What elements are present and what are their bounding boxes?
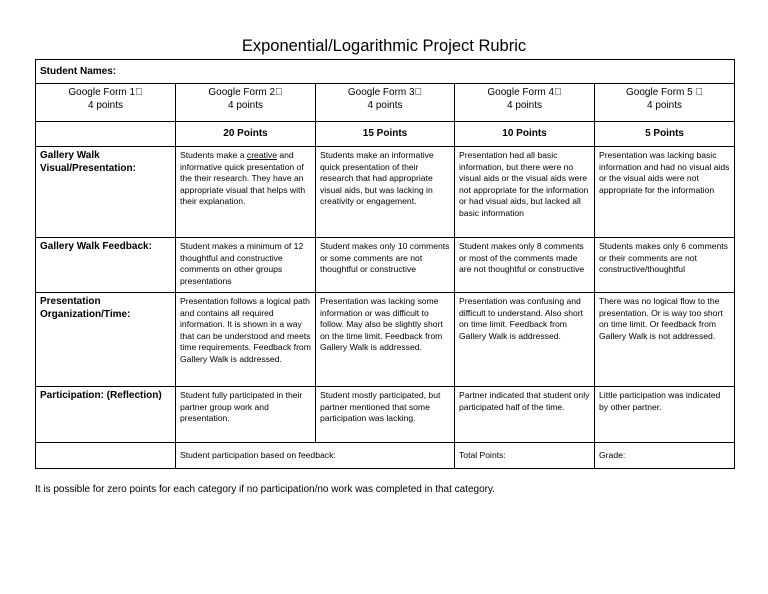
rubric-cell: Students make a creative and informative quick presentation of the their research. They have an appropriate visual that helps with their explanation.: [176, 147, 316, 238]
student-names-label: Student Names:: [36, 60, 735, 84]
grade-label: Grade:: [595, 443, 735, 469]
student-names-row: [36, 60, 735, 84]
rubric-cell: Presentation had all basic information, but there were no visual aids or the visual aids were not appropriate for the information or had visual aids, but lacked all basic information: [455, 147, 595, 238]
row-category: Gallery Walk Visual/Presentation:: [36, 147, 176, 238]
google-form-3-cell: [316, 84, 455, 122]
rubric-cell: Students makes only 6 comments or their comments are not constructive/thoughtful: [595, 238, 735, 293]
rubric-row-participation: [36, 387, 735, 443]
rubric-footer-row: [36, 443, 735, 469]
rubric-table: [35, 59, 735, 469]
rubric-row-gallery-walk-feedback: [36, 238, 735, 293]
emphasis-text: creative: [246, 150, 277, 160]
google-form-2-name: Google Form 2: [212, 87, 279, 98]
rubric-cell: Student mostly participated, but partner mentioned that some participation was lacking.: [316, 387, 455, 443]
google-form-5-name: Google Form 5: [631, 87, 698, 98]
points-header-row: [36, 122, 735, 147]
google-form-2-points: 4 points: [227, 99, 264, 111]
rubric-cell: There was no logical flow to the presentation. Or is way too short on time limit. Or feedback from Gallery Walk is not addressed.: [595, 293, 735, 387]
rubric-cell: Student fully participated in their partner group work and presentation.: [176, 387, 316, 443]
google-form-3-name: Google Form 3: [351, 87, 419, 98]
google-forms-row: [36, 84, 735, 122]
points-header-5: 5 Points: [595, 122, 735, 147]
google-form-5-cell: [595, 84, 735, 122]
total-points-label: Total Points:: [455, 443, 595, 469]
google-form-3-points: 4 points: [367, 99, 403, 111]
google-form-4-points: 4 points: [506, 99, 543, 111]
rubric-cell: Student makes only 8 comments or most of the comments made are not thoughtful or constructive: [455, 238, 595, 293]
google-form-4-name: Google Form 4: [491, 87, 558, 98]
points-header-15: 15 Points: [316, 122, 455, 147]
row-category: Gallery Walk Feedback:: [36, 238, 176, 293]
rubric-cell: Presentation follows a logical path and contains all required information. It is shown in a way that can be understood and meets time requirements. Feedback from Gallery Walk is addressed.: [176, 293, 316, 387]
google-form-1-cell: [36, 84, 176, 122]
rubric-cell: Presentation was lacking some information or was difficult to follow. May also be slightly short on the time limit. Feedback from Gallery Walk is addressed.: [316, 293, 455, 387]
row-category: Participation: (Reflection): [36, 387, 176, 443]
rubric-cell: Partner indicated that student only participated half of the time.: [455, 387, 595, 443]
points-header-10: 10 Points: [455, 122, 595, 147]
google-form-1-name: Google Form 1: [72, 87, 139, 98]
google-form-5-points: 4 points: [647, 99, 683, 111]
google-form-4-cell: [455, 84, 595, 122]
rubric-cell: Presentation was lacking basic information and had no visual aids or the visual aids were not appropriate for the information: [595, 147, 735, 238]
google-form-2-cell: [176, 84, 316, 122]
participation-feedback-label: Student participation based on feedback:: [176, 443, 455, 469]
rubric-row-presentation-organization: [36, 293, 735, 387]
zero-points-note: It is possible for zero points for each category if no participation/no work was completed in that category.: [35, 484, 496, 495]
points-header-blank: [36, 122, 176, 147]
google-form-1-points: 4 points: [87, 99, 124, 111]
page-title: Exponential/Logarithmic Project Rubric: [241, 37, 527, 55]
points-header-20: 20 Points: [176, 122, 316, 147]
rubric-cell: Presentation was confusing and difficult to understand. Also short on time limit. Feedback from Gallery Walk is addressed.: [455, 293, 595, 387]
rubric-cell: Little participation was indicated by other partner.: [595, 387, 735, 443]
row-category: Presentation Organization/Time:: [36, 293, 176, 387]
rubric-row-gallery-walk-visual: [36, 147, 735, 238]
rubric-cell: Student makes only 10 comments or some comments are not thoughtful or constructive: [316, 238, 455, 293]
rubric-cell: Student makes a minimum of 12 thoughtful and constructive comments on other groups presentations: [176, 238, 316, 293]
footer-blank: [36, 443, 176, 469]
rubric-cell: Students make an informative quick presentation of their research that had appropriate visual aids, but was lacking in creativity or engagement.: [316, 147, 455, 238]
